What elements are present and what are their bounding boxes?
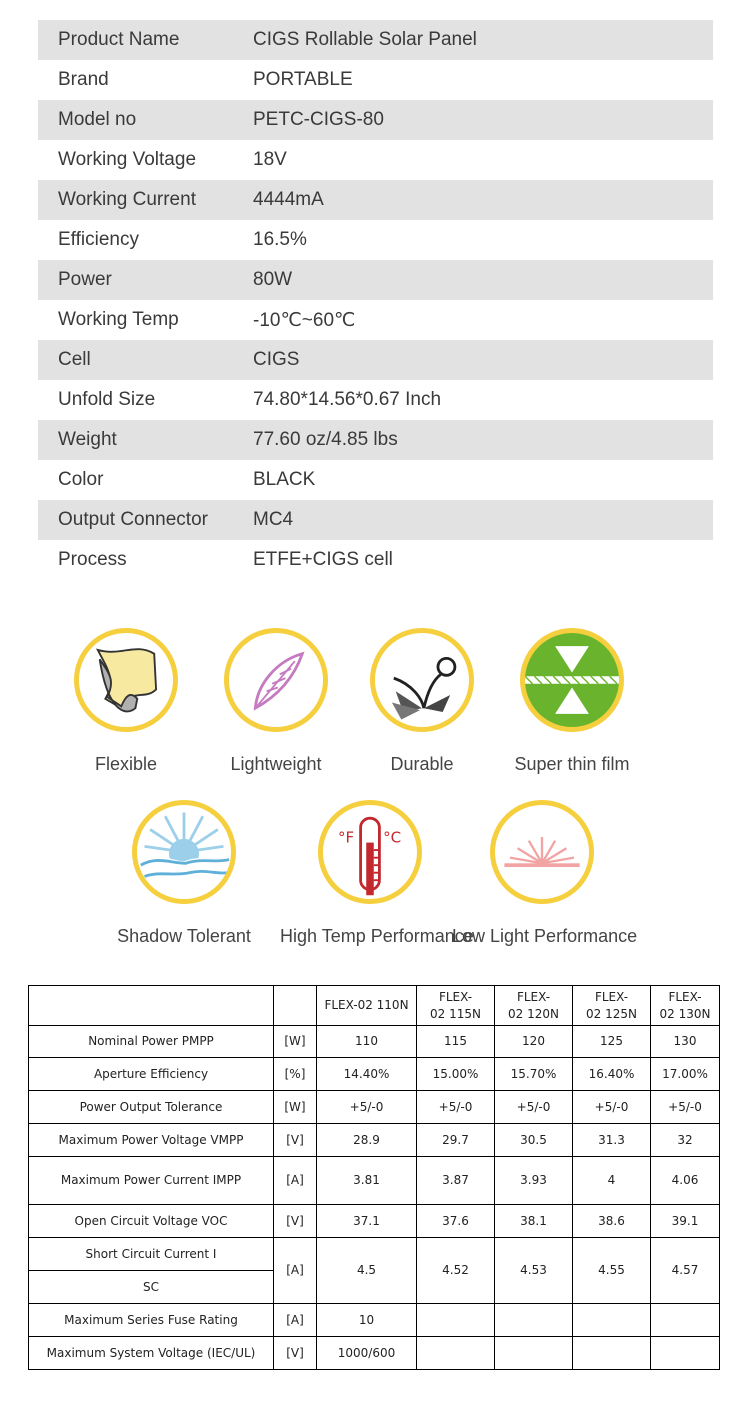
unit-cell: [A] <box>274 1238 317 1304</box>
table-row <box>29 1058 720 1091</box>
spec-row-power <box>38 260 713 300</box>
param-cell: Power Output Tolerance <box>29 1091 274 1124</box>
value-cell: 4.57 <box>651 1238 720 1304</box>
spec-value: 77.60 oz/4.85 lbs <box>253 429 398 450</box>
header-param-cell <box>29 986 274 1026</box>
feature-label: Flexible <box>94 754 158 774</box>
spec-value: 74.80*14.56*0.67 Inch <box>253 389 442 410</box>
table-header-row <box>29 986 720 1026</box>
value-cell: 4.5 <box>317 1238 417 1304</box>
unit-cell: [V] <box>274 1337 317 1370</box>
model-spec-table <box>28 985 720 1370</box>
param-cell: SC <box>29 1271 274 1304</box>
spec-row-product-name <box>38 20 713 60</box>
spec-value: -10℃~60℃ <box>253 309 356 331</box>
table-row-isc <box>29 1238 720 1271</box>
spec-label: Working Current <box>58 189 196 210</box>
value-cell: 17.00% <box>651 1058 720 1091</box>
spec-table <box>38 20 713 580</box>
spec-value: BLACK <box>253 469 316 490</box>
unit-cell: [%] <box>274 1058 317 1091</box>
table-row <box>29 1157 720 1205</box>
header-unit-cell <box>274 986 317 1026</box>
spec-value: MC4 <box>253 509 294 530</box>
sun-cloud-icon <box>132 800 236 904</box>
spec-value: PORTABLE <box>253 69 353 90</box>
value-cell: 110 <box>317 1026 417 1058</box>
empty-cell <box>573 1337 651 1370</box>
feature-label: Lightweight <box>230 754 322 774</box>
thermometer-icon <box>318 800 422 904</box>
spec-label: Working Temp <box>58 309 179 330</box>
unit-cell: [A] <box>274 1157 317 1205</box>
spec-row-weight <box>38 420 713 460</box>
value-cell: 125 <box>573 1026 651 1058</box>
table-row-system-voltage <box>29 1337 720 1370</box>
header-model: FLEX- 02 115N <box>417 986 495 1026</box>
param-cell: Maximum Power Current IMPP <box>29 1157 274 1205</box>
value-cell: 30.5 <box>495 1124 573 1157</box>
spec-label: Cell <box>58 349 91 370</box>
unit-cell: [V] <box>274 1124 317 1157</box>
header-model: FLEX- 02 125N <box>573 986 651 1026</box>
value-cell: 130 <box>651 1026 720 1058</box>
value-cell: 10 <box>317 1304 417 1337</box>
value-cell: 3.81 <box>317 1157 417 1205</box>
spec-label: Weight <box>58 429 117 450</box>
unit-cell: [W] <box>274 1091 317 1124</box>
value-cell: 39.1 <box>651 1205 720 1238</box>
value-cell: 28.9 <box>317 1124 417 1157</box>
value-cell: 14.40% <box>317 1058 417 1091</box>
value-cell: +5/-0 <box>317 1091 417 1124</box>
value-cell: 32 <box>651 1124 720 1157</box>
param-cell: Nominal Power PMPP <box>29 1026 274 1058</box>
value-cell: 38.1 <box>495 1205 573 1238</box>
value-cell: 4.55 <box>573 1238 651 1304</box>
value-cell: 1000/600 <box>317 1337 417 1370</box>
spec-value: PETC-CIGS-80 <box>253 109 384 130</box>
sunrise-icon <box>490 800 594 904</box>
param-cell: Aperture Efficiency <box>29 1058 274 1091</box>
spec-label: Model no <box>58 109 137 130</box>
header-model: FLEX- 02 120N <box>495 986 573 1026</box>
table-row <box>29 1091 720 1124</box>
value-cell: 4.06 <box>651 1157 720 1205</box>
spec-label: Power <box>58 269 112 290</box>
spec-value: ETFE+CIGS cell <box>253 549 393 570</box>
flexible-sheet-icon <box>74 628 178 732</box>
feature-shadow-tolerant <box>94 800 274 947</box>
spec-label: Color <box>58 469 104 490</box>
spec-row-brand <box>38 60 713 100</box>
empty-cell <box>495 1337 573 1370</box>
spec-row-efficiency <box>38 220 713 260</box>
spec-value: CIGS <box>253 349 300 370</box>
spec-row-working-voltage <box>38 140 713 180</box>
empty-cell <box>573 1304 651 1337</box>
celsius-label: °C <box>383 828 402 847</box>
feature-low-light-performance <box>452 800 638 947</box>
unit-cell: [V] <box>274 1205 317 1238</box>
value-cell: +5/-0 <box>495 1091 573 1124</box>
value-cell: +5/-0 <box>651 1091 720 1124</box>
spec-row-model <box>38 100 713 140</box>
spec-label: Process <box>58 549 127 570</box>
spec-row-output-connector <box>38 500 713 540</box>
param-cell: Maximum Series Fuse Rating <box>29 1304 274 1337</box>
feature-label: Durable <box>390 754 454 774</box>
spec-row-process <box>38 540 713 580</box>
param-cell: Maximum Power Voltage VMPP <box>29 1124 274 1157</box>
value-cell: 4 <box>573 1157 651 1205</box>
param-cell: Short Circuit Current I <box>29 1238 274 1271</box>
value-cell: 3.87 <box>417 1157 495 1205</box>
feature-super-thin-film <box>482 628 662 775</box>
thin-film-icon <box>520 628 624 732</box>
spec-row-cell <box>38 340 713 380</box>
value-cell: +5/-0 <box>573 1091 651 1124</box>
spec-label: Unfold Size <box>58 389 156 410</box>
value-cell: 4.53 <box>495 1238 573 1304</box>
param-cell: Maximum System Voltage (IEC/UL) <box>29 1337 274 1370</box>
table-row <box>29 1205 720 1238</box>
table-row <box>29 1124 720 1157</box>
unit-cell: [W] <box>274 1026 317 1058</box>
empty-cell <box>495 1304 573 1337</box>
empty-cell <box>651 1337 720 1370</box>
feature-label: Low Light Performance <box>452 926 638 946</box>
value-cell: 120 <box>495 1026 573 1058</box>
table-row <box>29 1026 720 1058</box>
value-cell: 37.6 <box>417 1205 495 1238</box>
empty-cell <box>417 1337 495 1370</box>
spec-row-working-current <box>38 180 713 220</box>
spec-label: Brand <box>58 69 109 90</box>
spec-row-working-temp <box>38 300 713 340</box>
unit-cell: [A] <box>274 1304 317 1337</box>
value-cell: 115 <box>417 1026 495 1058</box>
header-model: FLEX-02 110N <box>317 986 417 1026</box>
spec-row-unfold-size <box>38 380 713 420</box>
spec-value: CIGS Rollable Solar Panel <box>253 29 477 50</box>
value-cell: 37.1 <box>317 1205 417 1238</box>
feature-label: Super thin film <box>514 754 630 774</box>
table-row-fuse <box>29 1304 720 1337</box>
spec-value: 16.5% <box>253 229 307 250</box>
feature-label: Shadow Tolerant <box>117 926 251 946</box>
fahrenheit-label: °F <box>338 828 355 847</box>
spec-value: 4444mA <box>253 189 324 210</box>
value-cell: 16.40% <box>573 1058 651 1091</box>
header-model: FLEX- 02 130N <box>651 986 720 1026</box>
empty-cell <box>417 1304 495 1337</box>
spec-label: Working Voltage <box>58 149 197 170</box>
empty-cell <box>651 1304 720 1337</box>
spec-label: Output Connector <box>58 509 208 530</box>
feather-icon <box>224 628 328 732</box>
spec-label: Product Name <box>58 29 180 50</box>
value-cell: 15.00% <box>417 1058 495 1091</box>
value-cell: 4.52 <box>417 1238 495 1304</box>
spec-row-color <box>38 460 713 500</box>
durable-plant-icon <box>370 628 474 732</box>
value-cell: +5/-0 <box>417 1091 495 1124</box>
feature-high-temp-performance <box>280 800 474 947</box>
value-cell: 3.93 <box>495 1157 573 1205</box>
feature-label: High Temp Performance <box>280 926 474 946</box>
value-cell: 29.7 <box>417 1124 495 1157</box>
spec-value: 80W <box>253 269 293 290</box>
spec-label: Efficiency <box>58 229 139 250</box>
param-cell: Open Circuit Voltage VOC <box>29 1205 274 1238</box>
value-cell: 38.6 <box>573 1205 651 1238</box>
value-cell: 15.70% <box>495 1058 573 1091</box>
value-cell: 31.3 <box>573 1124 651 1157</box>
spec-value: 18V <box>253 149 287 170</box>
